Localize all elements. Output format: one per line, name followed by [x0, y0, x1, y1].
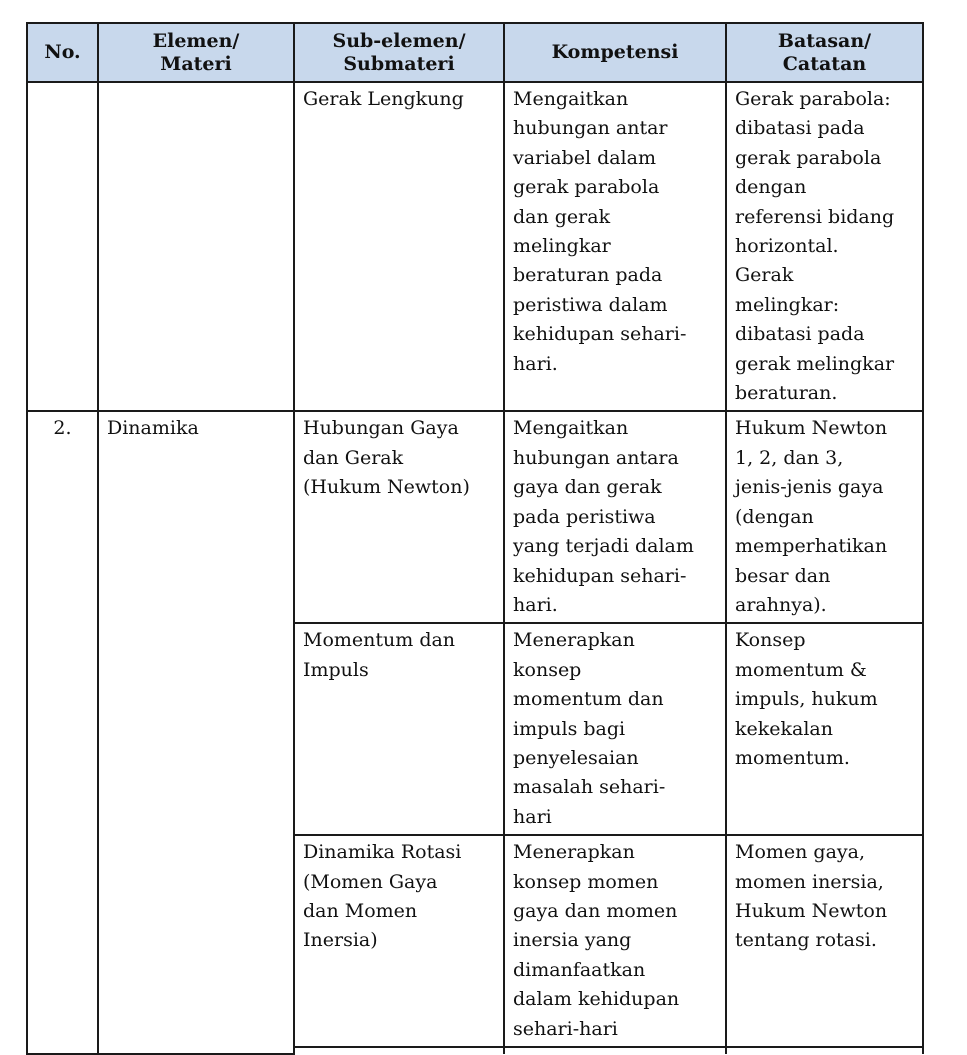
- cell-no: 2.: [27, 411, 98, 1054]
- cell-batasan: Konsep momentum & impuls, hukum kekekalan momentum.: [726, 623, 923, 835]
- cell-kompetensi: Mengaitkan hubungan antara gaya dan gerak pada peristiwa yang terjadi dalam kehidupan sehari- hari.: [504, 411, 726, 623]
- cell-sub-elemen: Momentum dan Impuls: [294, 623, 504, 835]
- cell-kompetensi: Menerapkan konsep momentum dan impuls bagi penyelesaian masalah sehari- hari: [504, 623, 726, 835]
- cell-sub-elemen: Gerak Lengkung: [294, 82, 504, 411]
- cell-batasan: Gerak parabola: dibatasi pada gerak parabola dengan referensi bidang horizontal. Gerak melingkar: dibatasi pada gerak melingkar beraturan.: [726, 82, 923, 411]
- table-row: [27, 411, 923, 623]
- cell-kompetensi: Menerapkan konsep momen gaya dan momen inersia yang dimanfaatkan dalam kehidupan sehari-hari: [504, 835, 726, 1047]
- cell-no: [27, 82, 98, 411]
- header-no: No.: [27, 23, 98, 82]
- header-sub-elemen: Sub-elemen/ Submateri: [294, 23, 504, 82]
- cell-kompetensi-cutoff: [504, 1047, 726, 1054]
- cell-sub-elemen: Hubungan Gaya dan Gerak (Hukum Newton): [294, 411, 504, 623]
- table-row: [27, 82, 923, 411]
- cell-elemen: Dinamika: [98, 411, 294, 1054]
- header-kompetensi: Kompetensi: [504, 23, 726, 82]
- cell-elemen: [98, 82, 294, 411]
- cell-sub-elemen: Dinamika Rotasi (Momen Gaya dan Momen Inersia): [294, 835, 504, 1047]
- header-elemen: Elemen/ Materi: [98, 23, 294, 82]
- header-batasan: Batasan/ Catatan: [726, 23, 923, 82]
- cell-batasan-cutoff: [726, 1047, 923, 1054]
- cell-kompetensi: Mengaitkan hubungan antar variabel dalam gerak parabola dan gerak melingkar beraturan pada peristiwa dalam kehidupan sehari- hari.: [504, 82, 726, 411]
- cell-batasan: Hukum Newton 1, 2, dan 3, jenis-jenis gaya (dengan memperhatikan besar dan arahnya).: [726, 411, 923, 623]
- cell-batasan: Momen gaya, momen inersia, Hukum Newton tentang rotasi.: [726, 835, 923, 1047]
- cell-sub-elemen-cutoff: [294, 1047, 504, 1054]
- header-row: [27, 23, 923, 82]
- curriculum-table: [26, 22, 924, 1055]
